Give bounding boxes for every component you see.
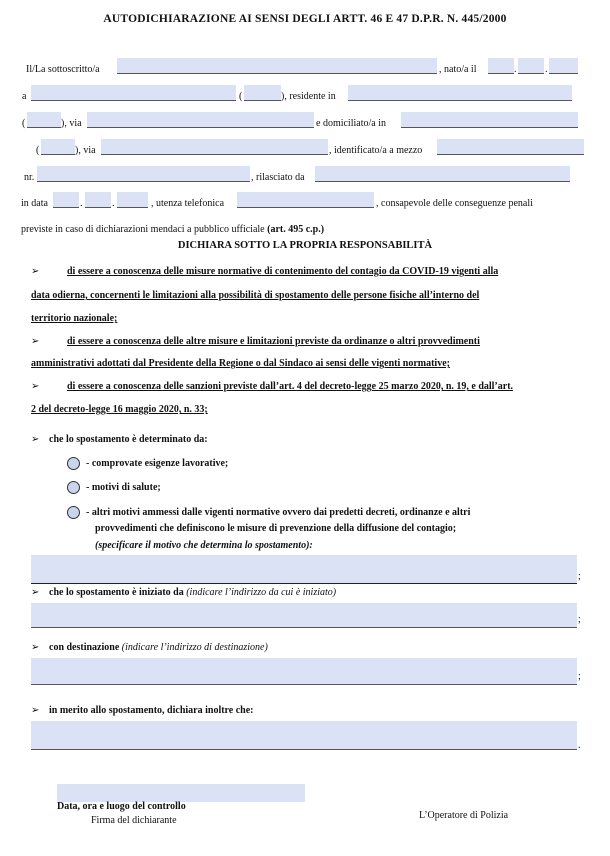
paren: (	[239, 91, 243, 102]
specificare-hint: (specificare il motivo che determina lo spostamento):	[95, 540, 313, 551]
arrow-icon: ➢	[31, 587, 40, 598]
rilasciato-label: , rilasciato da	[251, 172, 305, 183]
page-title: AUTODICHIARAZIONE AI SENSI DEGLI ARTT. 46 E 47 D.P.R. N. 445/2000	[103, 13, 507, 25]
declaration-3-line-2: 2 del decreto-legge 16 maggio 2020, n. 33;	[31, 404, 208, 415]
birth-day-field[interactable]	[488, 58, 514, 74]
utenza-label: , utenza telefonica	[151, 198, 225, 209]
domicile-street-field[interactable]	[101, 139, 328, 155]
birth-month-field[interactable]	[518, 58, 544, 74]
semicolon: ;	[578, 571, 581, 582]
domicile-province-field[interactable]	[41, 139, 75, 155]
period: .	[578, 740, 581, 751]
partenza-textbox[interactable]	[31, 603, 577, 628]
arrow-icon: ➢	[31, 642, 40, 653]
declaration-1-line-3: territorio nazionale;	[31, 313, 118, 324]
residence-city-field[interactable]	[348, 85, 572, 101]
arrow-icon: ➢	[31, 705, 40, 716]
option-lavoro-label: - comprovate esigenze lavorative;	[86, 458, 229, 469]
domicile-city-field[interactable]	[401, 112, 578, 128]
destinazione-textbox[interactable]	[31, 658, 577, 685]
arrow-icon: ➢	[31, 434, 40, 445]
issue-month-field[interactable]	[85, 192, 111, 208]
declaration-1-line-2: data odierna, concernenti le limitazioni alla possibilità di spostamento delle persone fisiche all’interno del	[31, 290, 480, 301]
residence-street-field[interactable]	[87, 112, 314, 128]
declaration-1-line-1: di essere a conoscenza delle misure normative di contenimento del contagio da COVID-19 vigenti alla	[67, 266, 499, 277]
sottoscritto-label: Il/La sottoscritto/a	[26, 64, 100, 75]
birth-year-field[interactable]	[549, 58, 578, 74]
document-type-field[interactable]	[437, 139, 584, 155]
issue-year-field[interactable]	[117, 192, 148, 208]
birth-province-field[interactable]	[244, 85, 281, 101]
document-number-field[interactable]	[37, 166, 250, 182]
issue-day-field[interactable]	[53, 192, 79, 208]
arrow-icon: ➢	[31, 381, 40, 392]
option-salute-label: - motivi di salute;	[86, 482, 161, 493]
residence-province-field[interactable]	[27, 112, 61, 128]
birthplace-field[interactable]	[31, 85, 236, 101]
via2-label: ), via	[75, 145, 96, 156]
firma-label: Firma del dichiarante	[91, 815, 177, 826]
data-luogo-label: Data, ora e luogo del controllo	[57, 801, 186, 812]
merito-label: in merito allo spostamento, dichiara inoltre che:	[49, 705, 254, 716]
domiciliato-label: e domiciliato/a in	[316, 118, 386, 129]
spostamento-intro: che lo spostamento è determinato da:	[49, 434, 208, 445]
declaration-2-line-1: di essere a conoscenza delle altre misure e limitazioni previste da ordinanze o altri provvedimenti	[67, 336, 480, 347]
paren: (	[22, 118, 26, 129]
name-field[interactable]	[117, 58, 437, 74]
in-data-label: in data	[21, 198, 48, 209]
radio-lavoro[interactable]	[67, 457, 80, 470]
option-altri-line2: provvedimenti che definiscono le misure di prevenzione della diffusione del contagio;	[95, 523, 457, 534]
declaration-2-line-2: amministrativi adottati dal Presidente della Regione o dal Sindaco ai sensi delle vigenti normative;	[31, 358, 450, 369]
issued-by-field[interactable]	[315, 166, 570, 182]
option-altri-label: - altri motivi ammessi dalle vigenti normative ovvero dai predetti decreti, ordinanze e altri	[86, 507, 471, 518]
residente-label: ), residente in	[281, 91, 336, 102]
declaration-3-line-1: di essere a conoscenza delle sanzioni previste dall’art. 4 del decreto-legge 25 marzo 2020, n. 19, e dall’art.	[67, 381, 514, 392]
via1-label: ), via	[61, 118, 82, 129]
phone-field[interactable]	[237, 192, 374, 208]
arrow-icon: ➢	[31, 336, 40, 347]
identificato-label: , identificato/a a mezzo	[329, 145, 423, 156]
destinazione-label: con destinazione (indicare l’indirizzo di destinazione)	[49, 642, 268, 653]
merito-textbox[interactable]	[31, 721, 577, 750]
operatore-label: L’Operatore di Polizia	[419, 810, 509, 821]
arrow-icon: ➢	[31, 266, 40, 277]
semicolon: ;	[578, 614, 581, 625]
motivo-textbox[interactable]	[31, 555, 577, 584]
a-label: a	[22, 91, 27, 102]
radio-altri-motivi[interactable]	[67, 506, 80, 519]
radio-salute[interactable]	[67, 481, 80, 494]
data-luogo-field[interactable]	[57, 784, 305, 802]
iniziato-label: che lo spostamento è iniziato da (indicare l’indirizzo da cui è iniziato)	[49, 587, 337, 598]
nr-label: nr.	[24, 172, 35, 183]
previste-text: previste in caso di dichiarazioni mendaci a pubblico ufficiale (art. 495 c.p.)	[21, 224, 325, 235]
consapevole-label: , consapevole delle conseguenze penali	[376, 198, 533, 209]
nato-label: , nato/a il	[439, 64, 477, 75]
semicolon: ;	[578, 671, 581, 682]
dichiara-heading: DICHIARA SOTTO LA PROPRIA RESPONSABILITÀ	[177, 240, 433, 251]
paren: (	[36, 145, 40, 156]
